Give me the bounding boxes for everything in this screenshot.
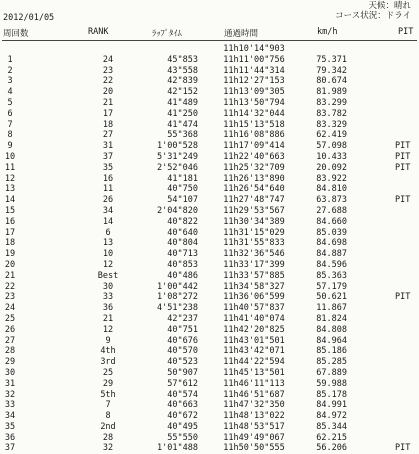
pass-time: 11h15'13"518 [223, 119, 285, 130]
lap-rank: 35 [102, 162, 114, 173]
lap-speed: 85.285 [316, 357, 347, 368]
pass-time: 11h48'13"022 [223, 411, 285, 422]
pass-time: 11h44'22"594 [223, 357, 285, 368]
header-divider [2, 40, 417, 41]
lap-number: 4 [7, 87, 13, 98]
lap-rank: 8 [105, 411, 111, 422]
lap-time: 41"489 [167, 97, 198, 108]
pass-time: 11h47'32"350 [223, 400, 285, 411]
lap-number: 35 [4, 421, 16, 432]
table-row [0, 292, 419, 303]
lap-time: 57"612 [167, 378, 198, 389]
lap-number: 5 [7, 97, 13, 108]
pass-time: 11h16'08"886 [223, 130, 285, 141]
lap-time: 50"907 [167, 367, 198, 378]
lap-speed: 84.808 [316, 324, 347, 335]
table-row [0, 390, 419, 401]
lap-number: 25 [4, 313, 16, 324]
lap-speed: 57.098 [316, 141, 347, 152]
lap-speed: 85.186 [316, 346, 347, 357]
pass-time: 11h50'50"555 [223, 443, 285, 454]
table-row [0, 346, 419, 357]
lap-speed: 84.596 [316, 259, 347, 270]
lap-rank: 27 [102, 130, 114, 141]
table-row [0, 98, 419, 109]
pass-time: 11h13'50"794 [223, 97, 285, 108]
pass-time: 11h43'01"501 [223, 335, 285, 346]
session-date: 2012/01/05 [3, 13, 55, 23]
lap-rank: 7 [105, 400, 111, 411]
lap-number: 28 [4, 346, 16, 357]
lap-speed: 75.371 [316, 54, 347, 65]
table-row [0, 152, 419, 163]
pass-time: 11h49'49"067 [223, 432, 285, 443]
pass-time: 11h43'42"071 [223, 346, 285, 357]
lap-speed: 63.873 [316, 195, 347, 206]
table-row [0, 411, 419, 422]
lap-rank: 34 [102, 205, 114, 216]
lap-time: 55"550 [167, 432, 198, 443]
lap-speed: 20.092 [316, 162, 347, 173]
lap-number: 6 [7, 108, 13, 119]
lap-rank: 14 [102, 216, 114, 227]
table-row [0, 443, 419, 454]
column-header-pass-time: 通過時間 [224, 29, 259, 39]
lap-time: 43"558 [167, 65, 198, 76]
pass-time: 11h11'00"756 [223, 54, 285, 65]
table-row [0, 433, 419, 444]
lap-speed: 50.621 [316, 292, 347, 303]
lap-time: 1'08"272 [157, 292, 198, 303]
column-header-speed: km/h [317, 27, 338, 37]
pass-time: 11h45'13"501 [223, 367, 285, 378]
pass-time: 11h46'51"687 [223, 389, 285, 400]
pass-time: 11h42'20"825 [223, 324, 285, 335]
lap-time: 40"713 [167, 249, 198, 260]
table-row [0, 336, 419, 347]
lap-rank: 4th [100, 346, 116, 357]
lap-number: 33 [4, 400, 16, 411]
lap-speed: 83.329 [316, 119, 347, 130]
lap-rank: 28 [102, 432, 114, 443]
lap-rank: 11 [102, 184, 114, 195]
lap-rank: 20 [102, 87, 114, 98]
lap-time: 2'52"046 [157, 162, 198, 173]
table-row [0, 206, 419, 217]
table-row [0, 379, 419, 390]
pass-time: 11h25'32"709 [223, 162, 285, 173]
pit-flag: PIT [395, 162, 411, 173]
lap-rank: 9 [105, 335, 111, 346]
pass-time: 11h31'55"833 [223, 238, 285, 249]
start-time: 11h10'14"903 [223, 44, 285, 54]
lap-time: 40"676 [167, 335, 198, 346]
lap-time: 41"250 [167, 108, 198, 119]
lap-speed: 84.964 [316, 335, 347, 346]
pass-time: 11h26'54"640 [223, 184, 285, 195]
pit-flag: PIT [395, 195, 411, 206]
lap-number: 13 [4, 184, 16, 195]
lap-speed: 84.810 [316, 184, 347, 195]
lap-number: 14 [4, 195, 16, 206]
lap-speed: 79.342 [316, 65, 347, 76]
pass-time: 11h46'11"113 [223, 378, 285, 389]
table-row [0, 55, 419, 66]
lap-number: 16 [4, 216, 16, 227]
lap-rank: 6 [105, 227, 111, 238]
lap-time: 42"152 [167, 87, 198, 98]
pass-time: 11h26'13"890 [223, 173, 285, 184]
lap-number: 29 [4, 357, 16, 368]
pass-time: 11h33'17"399 [223, 259, 285, 270]
table-row [0, 184, 419, 195]
lap-number: 15 [4, 205, 16, 216]
pit-flag: PIT [395, 141, 411, 152]
lap-time: 5'31"249 [157, 151, 198, 162]
pass-time: 11h29'53"567 [223, 205, 285, 216]
lap-rank: 12 [102, 324, 114, 335]
pass-time: 11h27'48"747 [223, 195, 285, 206]
start-row [0, 44, 419, 55]
lap-number: 30 [4, 367, 16, 378]
lap-number: 20 [4, 259, 16, 270]
weather-status: 天候：晴れ [368, 1, 411, 11]
lap-rank: 2nd [100, 421, 116, 432]
table-row [0, 141, 419, 152]
lap-time: 40"523 [167, 357, 198, 368]
lap-speed: 81.989 [316, 87, 347, 98]
lap-speed: 84.698 [316, 238, 347, 249]
lap-number: 2 [7, 65, 13, 76]
course-status: コース状況：ドライ [335, 11, 411, 21]
lap-time: 40"804 [167, 238, 198, 249]
pass-time: 11h17'09"414 [223, 141, 285, 152]
lap-number: 17 [4, 227, 16, 238]
table-row [0, 76, 419, 87]
lap-speed: 84.972 [316, 411, 347, 422]
lap-rank: 37 [102, 151, 114, 162]
lap-rank: 12 [102, 259, 114, 270]
column-header-lap: 周回数 [3, 29, 29, 39]
pass-time: 11h13'09"305 [223, 87, 285, 98]
lap-time: 4'51"238 [157, 303, 198, 314]
lap-speed: 83.299 [316, 97, 347, 108]
lap-rank: 30 [102, 281, 114, 292]
lap-speed: 84.887 [316, 249, 347, 260]
lap-rank: 3rd [100, 357, 116, 368]
lap-time: 55"368 [167, 130, 198, 141]
lap-number: 22 [4, 281, 16, 292]
lap-number: 31 [4, 378, 16, 389]
lap-number: 23 [4, 292, 16, 303]
lap-rank: 26 [102, 195, 114, 206]
pass-time: 11h34'58"327 [223, 281, 285, 292]
lap-number: 1 [7, 54, 13, 65]
lap-speed: 62.419 [316, 130, 347, 141]
lap-number: 24 [4, 303, 16, 314]
lap-rank: 21 [102, 97, 114, 108]
lap-table [0, 44, 419, 454]
lap-time: 1'01"488 [157, 443, 198, 454]
table-row [0, 163, 419, 174]
lap-rank: 32 [102, 443, 114, 454]
table-row [0, 303, 419, 314]
lap-speed: 85.363 [316, 270, 347, 281]
lap-number: 34 [4, 411, 16, 422]
lap-time: 40"570 [167, 346, 198, 357]
lap-time: 54"107 [167, 195, 198, 206]
lap-speed: 80.674 [316, 76, 347, 87]
lap-number: 3 [7, 76, 13, 87]
pass-time: 11h11'44"314 [223, 65, 285, 76]
pass-time: 11h22'40"663 [223, 151, 285, 162]
table-row [0, 217, 419, 228]
pass-time: 11h40'57"837 [223, 303, 285, 314]
lap-time: 40"672 [167, 411, 198, 422]
lap-speed: 85.039 [316, 227, 347, 238]
lap-number: 11 [4, 162, 16, 173]
pass-time: 11h14'32"044 [223, 108, 285, 119]
lap-speed: 10.433 [316, 151, 347, 162]
lap-time: 40"751 [167, 324, 198, 335]
table-row [0, 130, 419, 141]
lap-time: 42"839 [167, 76, 198, 87]
lap-rank: Best [97, 270, 119, 281]
lap-speed: 67.889 [316, 367, 347, 378]
lap-speed: 56.206 [316, 443, 347, 454]
lap-time: 40"663 [167, 400, 198, 411]
column-header-lap-time: ﾗｯﾌﾟﾀｲﾑ [152, 29, 182, 39]
pass-time: 11h31'15"029 [223, 227, 285, 238]
table-row [0, 195, 419, 206]
lap-rank: 24 [102, 54, 114, 65]
table-row [0, 314, 419, 325]
lap-time: 40"853 [167, 259, 198, 270]
lap-rank: 10 [102, 249, 114, 260]
lap-number: 8 [7, 130, 13, 141]
pit-flag: PIT [395, 151, 411, 162]
lap-rank: 22 [102, 76, 114, 87]
lap-rank: 29 [102, 378, 114, 389]
lap-speed: 11.867 [316, 303, 347, 314]
lap-number: 37 [4, 443, 16, 454]
lap-number: 21 [4, 270, 16, 281]
lap-time: 2'04"820 [157, 205, 198, 216]
table-row [0, 357, 419, 368]
column-header-pit: PIT [398, 27, 414, 37]
lap-time: 40"750 [167, 184, 198, 195]
lap-speed: 83.922 [316, 173, 347, 184]
lap-rank: 21 [102, 313, 114, 324]
lap-time: 45"853 [167, 54, 198, 65]
lap-rank: 25 [102, 367, 114, 378]
lap-rank: 5th [100, 389, 116, 400]
lap-speed: 57.179 [316, 281, 347, 292]
lap-number: 32 [4, 389, 16, 400]
lap-number: 10 [4, 151, 16, 162]
pass-time: 11h36'06"599 [223, 292, 285, 303]
table-row [0, 120, 419, 131]
table-row [0, 400, 419, 411]
lap-number: 19 [4, 249, 16, 260]
table-row [0, 174, 419, 185]
table-row [0, 228, 419, 239]
lap-rank: 17 [102, 108, 114, 119]
lap-speed: 84.660 [316, 216, 347, 227]
table-row [0, 271, 419, 282]
pass-time: 11h48'53"517 [223, 421, 285, 432]
lap-rank: 23 [102, 65, 114, 76]
lap-time: 40"822 [167, 216, 198, 227]
lap-time: 42"237 [167, 313, 198, 324]
table-row [0, 249, 419, 260]
lap-time: 40"574 [167, 389, 198, 400]
lap-rank: 31 [102, 141, 114, 152]
lap-time: 41"181 [167, 173, 198, 184]
lap-time: 40"495 [167, 421, 198, 432]
table-row [0, 368, 419, 379]
lap-speed: 85.344 [316, 421, 347, 432]
table-row [0, 325, 419, 336]
lap-speed: 81.824 [316, 313, 347, 324]
pass-time: 11h12'27"153 [223, 76, 285, 87]
lap-rank: 16 [102, 173, 114, 184]
lap-speed: 59.988 [316, 378, 347, 389]
lap-number: 7 [7, 119, 13, 130]
pass-time: 11h30'34"389 [223, 216, 285, 227]
lap-speed: 27.688 [316, 205, 347, 216]
table-row [0, 87, 419, 98]
column-header-rank: RANK [88, 27, 109, 37]
table-row [0, 109, 419, 120]
lap-time: 1'00"528 [157, 141, 198, 152]
lap-rank: 13 [102, 238, 114, 249]
lap-speed: 83.782 [316, 108, 347, 119]
lap-number: 18 [4, 238, 16, 249]
table-row [0, 260, 419, 271]
lap-time: 40"640 [167, 227, 198, 238]
lap-number: 9 [7, 141, 13, 152]
pass-time: 11h41'40"074 [223, 313, 285, 324]
lap-speed: 62.215 [316, 432, 347, 443]
lap-number: 27 [4, 335, 16, 346]
table-row [0, 238, 419, 249]
lap-number: 12 [4, 173, 16, 184]
table-row [0, 422, 419, 433]
lap-time: 41"474 [167, 119, 198, 130]
lap-speed: 84.991 [316, 400, 347, 411]
pass-time: 11h32'36"546 [223, 249, 285, 260]
lap-number: 36 [4, 432, 16, 443]
lap-time: 40"486 [167, 270, 198, 281]
table-row [0, 282, 419, 293]
lap-number: 26 [4, 324, 16, 335]
lap-rank: 33 [102, 292, 114, 303]
lap-time: 1'00"442 [157, 281, 198, 292]
lap-rank: 18 [102, 119, 114, 130]
lap-rank: 36 [102, 303, 114, 314]
pass-time: 11h33'57"885 [223, 270, 285, 281]
pit-flag: PIT [395, 292, 411, 303]
table-row [0, 66, 419, 77]
pit-flag: PIT [395, 443, 411, 454]
lap-speed: 85.178 [316, 389, 347, 400]
